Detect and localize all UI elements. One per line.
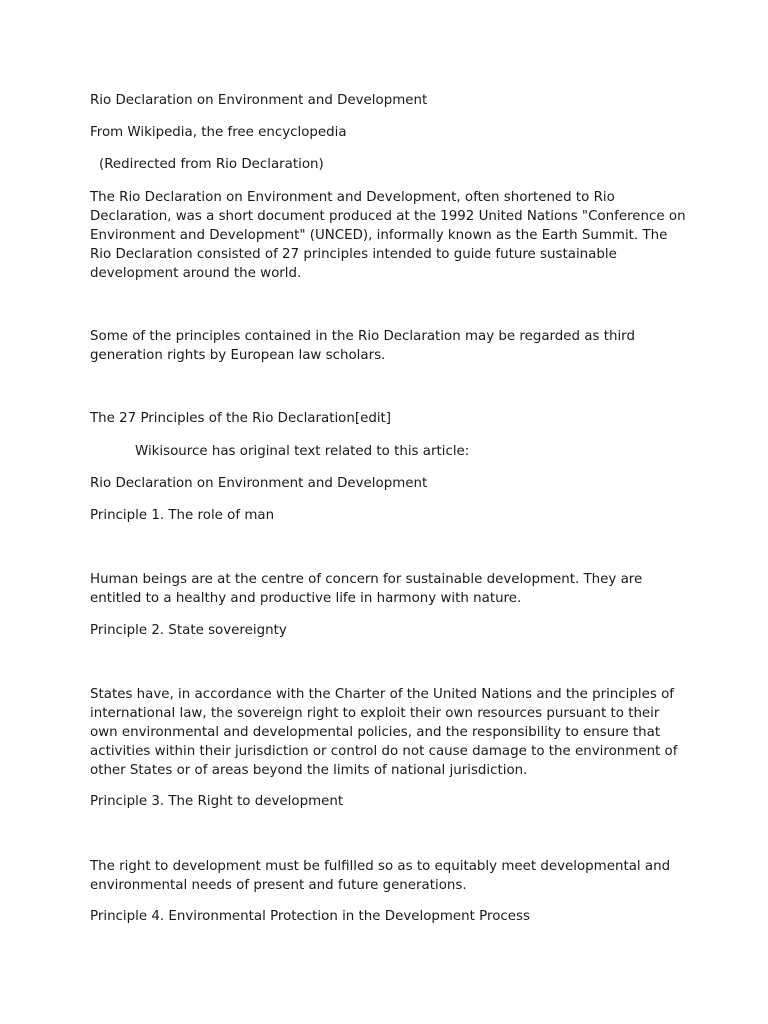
rights-paragraph: Some of the principles contained in the Rio Declaration may be regarded as third generation rights by European law scholars.: [90, 329, 635, 363]
principle-3-heading: Principle 3. The Right to development: [90, 794, 344, 809]
principle-4-heading: Principle 4. Environmental Protection in the Development Process: [90, 909, 530, 924]
principle-2-text: States have, in accordance with the Charter of the United Nations and the principles of international law, the sovereign right to exploit their own resources pursuant to their own environmental and developmental policies, and the responsibility to ensure that activities within their jurisdiction or control do not cause damage to the environment of other States or of areas beyond the limits of national jurisdiction.: [90, 687, 678, 778]
principle-1-heading: Principle 1. The role of man: [90, 508, 275, 523]
principle-2-heading: Principle 2. State sovereignty: [90, 623, 287, 638]
principle-3-text: The right to development must be fulfilled so as to equitably meet developmental and environmental needs of present and future generations.: [90, 859, 671, 893]
principle-1-text: Human beings are at the centre of concern for sustainable development. They are entitled to a healthy and productive life in harmony with nature.: [90, 572, 643, 606]
wikisource-note: Wikisource has original text related to this article:: [135, 444, 470, 459]
wikisource-link[interactable]: Rio Declaration on Environment and Development: [90, 476, 428, 491]
source-note: From Wikipedia, the free encyclopedia: [90, 125, 347, 140]
intro-paragraph: The Rio Declaration on Environment and Development, often shortened to Rio Declaration, was a short document produced at the 1992 United Nations "Conference on Environment and Development" (UNCED), informally known as the Earth Summit. The Rio Declaration consisted of 27 principles intended to guide future sustainable development around the world.: [90, 190, 686, 281]
document-title: Rio Declaration on Environment and Development: [90, 93, 428, 108]
section-heading: The 27 Principles of the Rio Declaration[edit]: [90, 411, 392, 426]
redirect-note: (Redirected from Rio Declaration): [99, 157, 324, 172]
